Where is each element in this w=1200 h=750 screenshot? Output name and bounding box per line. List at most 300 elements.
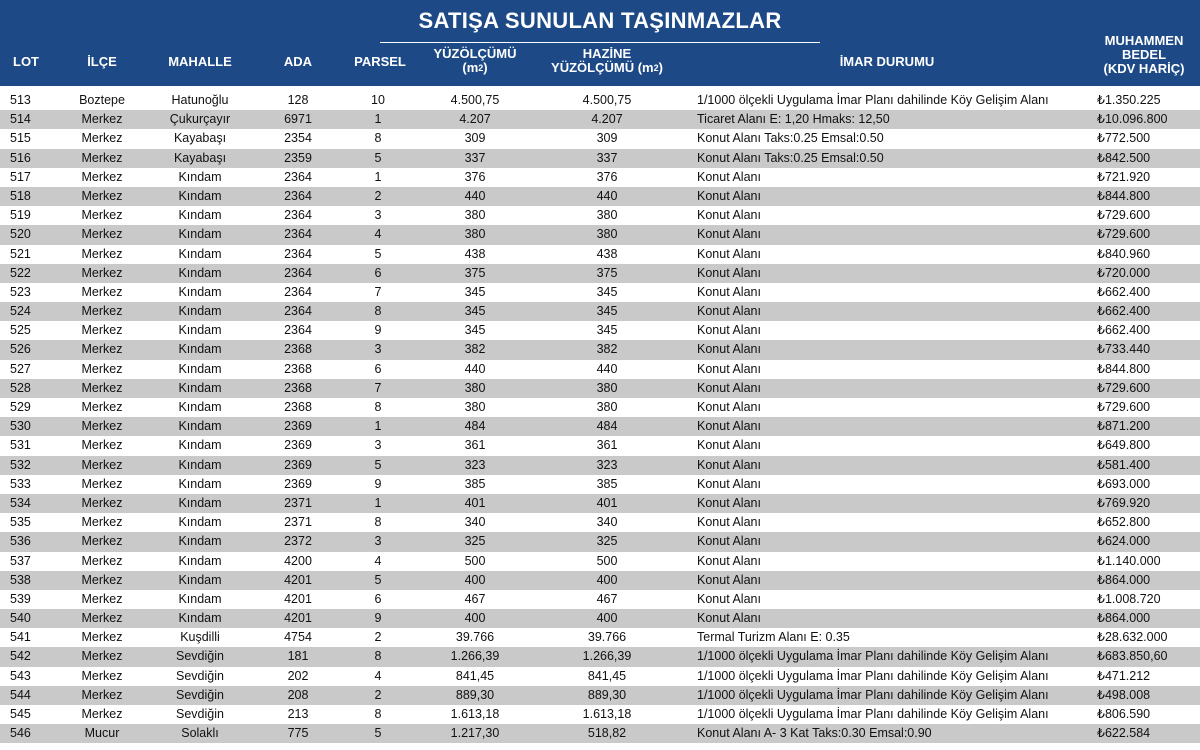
cell-yuzolcumu: 467 bbox=[464, 591, 486, 606]
cell-ada: 2372 bbox=[284, 534, 312, 549]
cell-parsel: 5 bbox=[374, 246, 382, 261]
cell-yuzolcumu: 382 bbox=[464, 342, 486, 357]
cell-parsel: 3 bbox=[374, 438, 382, 453]
cell-muhammen-bedel: ₺649.800 bbox=[1097, 438, 1151, 453]
cell-lot: 531 bbox=[10, 438, 31, 453]
cell-ada: 2364 bbox=[284, 284, 312, 299]
cell-ada: 2369 bbox=[284, 438, 312, 453]
cell-ada: 181 bbox=[287, 649, 309, 664]
cell-mahalle: Kındam bbox=[178, 400, 222, 414]
cell-ada: 2364 bbox=[284, 246, 312, 261]
cell-ilce: Merkez bbox=[81, 208, 123, 223]
header-hazine bbox=[542, 47, 672, 75]
cell-ilce: Merkez bbox=[81, 419, 123, 434]
header-hazine-label: HAZİNE bbox=[582, 46, 632, 61]
cell-parsel: 6 bbox=[374, 265, 382, 280]
table-row bbox=[0, 206, 1200, 225]
cell-muhammen-bedel: ₺652.800 bbox=[1097, 515, 1151, 530]
cell-imar-durumu: Konut Alanı bbox=[697, 400, 761, 414]
cell-ilce: Merkez bbox=[81, 668, 123, 683]
header-lot: LOT bbox=[13, 54, 39, 69]
cell-imar-durumu: Konut Alanı bbox=[697, 591, 761, 606]
cell-hazine-yuzolcumu: 361 bbox=[596, 438, 618, 453]
cell-ilce: Merkez bbox=[81, 169, 123, 184]
cell-lot: 519 bbox=[10, 208, 31, 223]
table-body bbox=[0, 91, 1200, 743]
hazine-unit-close: ) bbox=[658, 60, 663, 75]
cell-muhammen-bedel: ₺864.000 bbox=[1097, 611, 1151, 626]
cell-yuzolcumu: 401 bbox=[464, 495, 486, 510]
cell-imar-durumu: Konut Alanı bbox=[697, 572, 761, 587]
cell-lot: 517 bbox=[10, 169, 31, 184]
cell-mahalle: Kındam bbox=[178, 169, 222, 184]
cell-ada: 2359 bbox=[284, 150, 312, 165]
cell-lot: 524 bbox=[10, 304, 31, 319]
cell-ada: 2364 bbox=[284, 304, 312, 319]
cell-ilce: Merkez bbox=[81, 687, 123, 702]
cell-muhammen-bedel: ₺622.584 bbox=[1097, 726, 1151, 741]
cell-mahalle: Kındam bbox=[178, 611, 222, 626]
unit-open: (m bbox=[462, 60, 479, 75]
cell-parsel: 4 bbox=[374, 553, 382, 568]
cell-yuzolcumu: 889,30 bbox=[455, 687, 495, 702]
cell-parsel: 2 bbox=[374, 687, 382, 702]
cell-ada: 775 bbox=[287, 726, 309, 741]
cell-hazine-yuzolcumu: 1.613,18 bbox=[582, 707, 632, 721]
cell-parsel: 3 bbox=[374, 342, 382, 357]
cell-lot: 541 bbox=[10, 630, 31, 645]
cell-mahalle: Kındam bbox=[178, 495, 222, 510]
cell-imar-durumu: 1/1000 ölçekli Uygulama İmar Planı dahilinde Köy Gelişim Alanı bbox=[697, 649, 1049, 664]
cell-parsel: 2 bbox=[374, 630, 382, 645]
hazine-unit-text: YÜZÖLÇÜMÜ (m bbox=[551, 60, 654, 75]
cell-hazine-yuzolcumu: 345 bbox=[596, 304, 618, 319]
cell-muhammen-bedel: ₺498.008 bbox=[1097, 687, 1151, 702]
cell-mahalle: Kındam bbox=[178, 227, 222, 242]
cell-imar-durumu: Konut Alanı bbox=[697, 438, 761, 453]
cell-yuzolcumu: 385 bbox=[464, 476, 486, 491]
cell-lot: 539 bbox=[10, 591, 31, 606]
cell-yuzolcumu: 380 bbox=[464, 208, 486, 223]
table-row bbox=[0, 321, 1200, 340]
cell-lot: 514 bbox=[10, 112, 31, 127]
cell-mahalle: Kındam bbox=[178, 572, 222, 587]
cell-parsel: 6 bbox=[374, 591, 382, 606]
cell-hazine-yuzolcumu: 841,45 bbox=[587, 668, 627, 683]
cell-hazine-yuzolcumu: 382 bbox=[596, 342, 618, 357]
cell-muhammen-bedel: ₺1.008.720 bbox=[1097, 591, 1161, 606]
cell-ilce: Merkez bbox=[81, 649, 123, 664]
cell-lot: 518 bbox=[10, 188, 31, 203]
cell-imar-durumu: Konut Alanı bbox=[697, 361, 761, 376]
header-imar: İMAR DURUMU bbox=[839, 54, 935, 69]
cell-mahalle: Sevdiğin bbox=[176, 649, 224, 664]
cell-hazine-yuzolcumu: 889,30 bbox=[587, 687, 627, 702]
table-header bbox=[0, 0, 1200, 86]
cell-yuzolcumu: 4.207 bbox=[459, 112, 491, 127]
cell-yuzolcumu: 400 bbox=[464, 572, 486, 587]
cell-lot: 521 bbox=[10, 246, 31, 261]
table-row bbox=[0, 398, 1200, 417]
cell-muhammen-bedel: ₺844.800 bbox=[1097, 188, 1151, 203]
header-ada: ADA bbox=[283, 54, 313, 69]
cell-muhammen-bedel: ₺10.096.800 bbox=[1097, 112, 1168, 127]
cell-yuzolcumu: 380 bbox=[464, 380, 486, 395]
cell-parsel: 3 bbox=[374, 208, 382, 223]
cell-parsel: 9 bbox=[374, 476, 382, 491]
cell-lot: 538 bbox=[10, 572, 31, 587]
cell-muhammen-bedel: ₺772.500 bbox=[1097, 131, 1151, 146]
cell-parsel: 1 bbox=[374, 112, 382, 127]
cell-mahalle: Kındam bbox=[178, 534, 222, 549]
cell-yuzolcumu: 340 bbox=[464, 515, 486, 530]
cell-ilce: Merkez bbox=[81, 476, 123, 491]
cell-mahalle: Kındam bbox=[178, 515, 222, 530]
cell-imar-durumu: 1/1000 ölçekli Uygulama İmar Planı dahilinde Köy Gelişim Alanı bbox=[697, 707, 1049, 721]
cell-ada: 202 bbox=[287, 668, 309, 683]
cell-imar-durumu: Konut Alanı bbox=[697, 419, 761, 434]
table-row bbox=[0, 647, 1200, 666]
table-row bbox=[0, 168, 1200, 187]
header-yuzolcumu bbox=[420, 47, 530, 75]
cell-muhammen-bedel: ₺840.960 bbox=[1097, 246, 1151, 261]
table-row bbox=[0, 552, 1200, 571]
cell-hazine-yuzolcumu: 39.766 bbox=[587, 630, 627, 645]
cell-ilce: Merkez bbox=[81, 515, 123, 530]
cell-hazine-yuzolcumu: 309 bbox=[596, 131, 618, 146]
table-row bbox=[0, 705, 1200, 724]
cell-ilce: Merkez bbox=[81, 323, 123, 338]
cell-parsel: 9 bbox=[374, 323, 382, 338]
cell-parsel: 4 bbox=[374, 668, 382, 683]
cell-parsel: 1 bbox=[374, 495, 382, 510]
cell-ada: 2369 bbox=[284, 419, 312, 434]
cell-ada: 2364 bbox=[284, 265, 312, 280]
table-row bbox=[0, 340, 1200, 359]
cell-yuzolcumu: 380 bbox=[464, 227, 486, 242]
cell-muhammen-bedel: ₺729.600 bbox=[1097, 380, 1151, 395]
cell-muhammen-bedel: ₺1.140.000 bbox=[1097, 553, 1161, 568]
header-bedel-line1: MUHAMMEN bbox=[1104, 33, 1184, 48]
table-row bbox=[0, 302, 1200, 321]
cell-muhammen-bedel: ₺720.000 bbox=[1097, 265, 1151, 280]
table-row bbox=[0, 686, 1200, 705]
cell-parsel: 5 bbox=[374, 572, 382, 587]
cell-muhammen-bedel: ₺471.212 bbox=[1097, 668, 1151, 683]
cell-lot: 523 bbox=[10, 284, 31, 299]
cell-mahalle: Çukurçayır bbox=[169, 112, 231, 127]
cell-imar-durumu: 1/1000 ölçekli Uygulama İmar Planı dahilinde Köy Gelişim Alanı bbox=[697, 687, 1049, 702]
cell-muhammen-bedel: ₺1.350.225 bbox=[1097, 93, 1161, 107]
cell-hazine-yuzolcumu: 380 bbox=[596, 227, 618, 242]
cell-ilce: Merkez bbox=[81, 572, 123, 587]
cell-hazine-yuzolcumu: 4.207 bbox=[591, 112, 623, 127]
cell-muhammen-bedel: ₺844.800 bbox=[1097, 361, 1151, 376]
cell-mahalle: Kındam bbox=[178, 419, 222, 434]
cell-muhammen-bedel: ₺806.590 bbox=[1097, 707, 1151, 721]
cell-imar-durumu: Konut Alanı Taks:0.25 Emsal:0.50 bbox=[697, 150, 884, 165]
cell-lot: 520 bbox=[10, 227, 31, 242]
cell-lot: 532 bbox=[10, 457, 31, 472]
cell-ilce: Merkez bbox=[81, 227, 123, 242]
cell-ilce: Merkez bbox=[81, 131, 123, 146]
cell-imar-durumu: Konut Alanı bbox=[697, 515, 761, 530]
cell-hazine-yuzolcumu: 376 bbox=[596, 169, 618, 184]
cell-imar-durumu: Konut Alanı bbox=[697, 495, 761, 510]
cell-lot: 542 bbox=[10, 649, 31, 664]
cell-muhammen-bedel: ₺729.600 bbox=[1097, 208, 1151, 223]
cell-lot: 533 bbox=[10, 476, 31, 491]
cell-lot: 515 bbox=[10, 131, 31, 146]
cell-parsel: 8 bbox=[374, 131, 382, 146]
cell-ada: 2354 bbox=[284, 131, 312, 146]
cell-lot: 526 bbox=[10, 342, 31, 357]
cell-yuzolcumu: 375 bbox=[464, 265, 486, 280]
cell-muhammen-bedel: ₺693.000 bbox=[1097, 476, 1151, 491]
cell-lot: 527 bbox=[10, 361, 31, 376]
cell-hazine-yuzolcumu: 467 bbox=[596, 591, 618, 606]
cell-ilce: Merkez bbox=[81, 246, 123, 261]
header-parsel: PARSEL bbox=[354, 54, 406, 69]
cell-parsel: 10 bbox=[371, 93, 385, 107]
cell-hazine-yuzolcumu: 325 bbox=[596, 534, 618, 549]
header-ilce: İLÇE bbox=[87, 54, 117, 69]
cell-lot: 543 bbox=[10, 668, 31, 683]
cell-yuzolcumu: 1.613,18 bbox=[450, 707, 500, 721]
cell-hazine-yuzolcumu: 400 bbox=[596, 572, 618, 587]
cell-yuzolcumu: 841,45 bbox=[455, 668, 495, 683]
cell-parsel: 2 bbox=[374, 188, 382, 203]
cell-mahalle: Kındam bbox=[178, 553, 222, 568]
cell-lot: 522 bbox=[10, 265, 31, 280]
table-row bbox=[0, 436, 1200, 455]
cell-imar-durumu: Konut Alanı bbox=[697, 534, 761, 549]
cell-imar-durumu: Konut Alanı bbox=[697, 611, 761, 626]
cell-mahalle: Kayabaşı bbox=[173, 131, 227, 146]
header-yuzolcumu-unit bbox=[420, 61, 530, 75]
cell-yuzolcumu: 345 bbox=[464, 304, 486, 319]
table-row bbox=[0, 283, 1200, 302]
cell-mahalle: Sevdiğin bbox=[176, 707, 224, 721]
cell-ada: 2364 bbox=[284, 188, 312, 203]
cell-mahalle: Sevdiğin bbox=[176, 668, 224, 683]
table-row bbox=[0, 110, 1200, 129]
table-row bbox=[0, 264, 1200, 283]
cell-yuzolcumu: 1.266,39 bbox=[450, 649, 500, 664]
cell-yuzolcumu: 484 bbox=[464, 419, 486, 434]
table-row bbox=[0, 379, 1200, 398]
unit-sup: 2 bbox=[478, 63, 484, 73]
cell-mahalle: Kayabaşı bbox=[173, 150, 227, 165]
table-row bbox=[0, 360, 1200, 379]
cell-parsel: 6 bbox=[374, 361, 382, 376]
cell-mahalle: Kındam bbox=[178, 591, 222, 606]
cell-mahalle: Kındam bbox=[178, 380, 222, 395]
table-row bbox=[0, 609, 1200, 628]
table-row bbox=[0, 532, 1200, 551]
header-mahalle: MAHALLE bbox=[168, 54, 232, 69]
cell-ada: 128 bbox=[287, 93, 309, 107]
cell-mahalle: Kındam bbox=[178, 284, 222, 299]
cell-mahalle: Kındam bbox=[178, 361, 222, 376]
cell-ada: 2364 bbox=[284, 323, 312, 338]
table-row bbox=[0, 225, 1200, 244]
cell-mahalle: Kındam bbox=[178, 438, 222, 453]
cell-mahalle: Kındam bbox=[178, 476, 222, 491]
cell-imar-durumu: Konut Alanı bbox=[697, 169, 761, 184]
cell-lot: 529 bbox=[10, 400, 31, 414]
cell-yuzolcumu: 337 bbox=[464, 150, 486, 165]
cell-mahalle: Kuşdilli bbox=[180, 630, 220, 645]
cell-hazine-yuzolcumu: 438 bbox=[596, 246, 618, 261]
cell-ilce: Merkez bbox=[81, 707, 123, 721]
cell-mahalle: Kındam bbox=[178, 323, 222, 338]
table-row bbox=[0, 571, 1200, 590]
unit-close: ) bbox=[483, 60, 488, 75]
cell-imar-durumu: Konut Alanı bbox=[697, 304, 761, 319]
cell-yuzolcumu: 323 bbox=[464, 457, 486, 472]
cell-mahalle: Kındam bbox=[178, 208, 222, 223]
cell-yuzolcumu: 325 bbox=[464, 534, 486, 549]
cell-imar-durumu: Konut Alanı bbox=[697, 284, 761, 299]
cell-ilce: Merkez bbox=[81, 150, 123, 165]
cell-hazine-yuzolcumu: 323 bbox=[596, 457, 618, 472]
cell-ada: 2369 bbox=[284, 457, 312, 472]
table-row bbox=[0, 245, 1200, 264]
cell-hazine-yuzolcumu: 380 bbox=[596, 208, 618, 223]
cell-parsel: 1 bbox=[374, 419, 382, 434]
hazine-unit-sup: 2 bbox=[653, 63, 659, 73]
cell-lot: 513 bbox=[10, 93, 31, 107]
cell-imar-durumu: Konut Alanı bbox=[697, 380, 761, 395]
cell-lot: 537 bbox=[10, 553, 31, 568]
cell-ilce: Merkez bbox=[81, 188, 123, 203]
cell-hazine-yuzolcumu: 401 bbox=[596, 495, 618, 510]
cell-ilce: Merkez bbox=[81, 284, 123, 299]
cell-ada: 2369 bbox=[284, 476, 312, 491]
cell-muhammen-bedel: ₺864.000 bbox=[1097, 572, 1151, 587]
cell-imar-durumu: Konut Alanı Taks:0.25 Emsal:0.50 bbox=[697, 131, 884, 146]
cell-muhammen-bedel: ₺769.920 bbox=[1097, 495, 1151, 510]
cell-hazine-yuzolcumu: 400 bbox=[596, 611, 618, 626]
cell-mahalle: Kındam bbox=[178, 265, 222, 280]
cell-ada: 6971 bbox=[284, 112, 312, 127]
cell-parsel: 8 bbox=[374, 649, 382, 664]
table-row bbox=[0, 187, 1200, 206]
cell-ada: 2368 bbox=[284, 342, 312, 357]
cell-lot: 534 bbox=[10, 495, 31, 510]
table-row bbox=[0, 667, 1200, 686]
cell-muhammen-bedel: ₺729.600 bbox=[1097, 400, 1151, 414]
title-underline bbox=[380, 42, 820, 43]
cell-ada: 208 bbox=[287, 687, 309, 702]
cell-lot: 546 bbox=[10, 726, 31, 741]
header-yuzolcumu-label: YÜZÖLÇÜMÜ bbox=[433, 46, 517, 61]
cell-hazine-yuzolcumu: 340 bbox=[596, 515, 618, 530]
cell-yuzolcumu: 1.217,30 bbox=[450, 726, 500, 741]
cell-muhammen-bedel: ₺581.400 bbox=[1097, 457, 1151, 472]
cell-lot: 530 bbox=[10, 419, 31, 434]
cell-ada: 4201 bbox=[284, 611, 312, 626]
cell-yuzolcumu: 361 bbox=[464, 438, 486, 453]
cell-hazine-yuzolcumu: 337 bbox=[596, 150, 618, 165]
cell-parsel: 8 bbox=[374, 304, 382, 319]
header-bedel-line3: (KDV HARİÇ) bbox=[1103, 61, 1185, 76]
cell-yuzolcumu: 380 bbox=[464, 400, 486, 414]
cell-muhammen-bedel: ₺842.500 bbox=[1097, 150, 1151, 165]
cell-yuzolcumu: 438 bbox=[464, 246, 486, 261]
cell-parsel: 8 bbox=[374, 400, 382, 414]
table-row bbox=[0, 91, 1200, 110]
cell-ada: 2364 bbox=[284, 208, 312, 223]
cell-ilce: Merkez bbox=[81, 611, 123, 626]
cell-hazine-yuzolcumu: 440 bbox=[596, 188, 618, 203]
cell-lot: 528 bbox=[10, 380, 31, 395]
cell-muhammen-bedel: ₺28.632.000 bbox=[1097, 630, 1168, 645]
cell-ada: 2371 bbox=[284, 515, 312, 530]
cell-hazine-yuzolcumu: 345 bbox=[596, 284, 618, 299]
cell-muhammen-bedel: ₺662.400 bbox=[1097, 304, 1151, 319]
cell-yuzolcumu: 39.766 bbox=[455, 630, 495, 645]
table-row bbox=[0, 456, 1200, 475]
table-row bbox=[0, 417, 1200, 436]
page-title: SATIŞA SUNULAN TAŞINMAZLAR bbox=[418, 8, 782, 33]
cell-muhammen-bedel: ₺721.920 bbox=[1097, 169, 1151, 184]
cell-ada: 2371 bbox=[284, 495, 312, 510]
cell-parsel: 5 bbox=[374, 150, 382, 165]
cell-mahalle: Kındam bbox=[178, 457, 222, 472]
cell-hazine-yuzolcumu: 484 bbox=[596, 419, 618, 434]
table-row bbox=[0, 129, 1200, 148]
cell-ilce: Merkez bbox=[81, 457, 123, 472]
cell-parsel: 8 bbox=[374, 707, 382, 721]
cell-ada: 4201 bbox=[284, 572, 312, 587]
cell-ilce: Merkez bbox=[81, 400, 123, 414]
cell-yuzolcumu: 400 bbox=[464, 611, 486, 626]
cell-imar-durumu: Konut Alanı bbox=[697, 188, 761, 203]
cell-parsel: 8 bbox=[374, 515, 382, 530]
cell-imar-durumu: Konut Alanı bbox=[697, 227, 761, 242]
cell-muhammen-bedel: ₺729.600 bbox=[1097, 227, 1151, 242]
cell-imar-durumu: Konut Alanı bbox=[697, 553, 761, 568]
table-row bbox=[0, 494, 1200, 513]
cell-mahalle: Kındam bbox=[178, 188, 222, 203]
cell-imar-durumu: Konut Alanı bbox=[697, 476, 761, 491]
cell-mahalle: Hatunoğlu bbox=[171, 93, 229, 107]
header-bedel bbox=[1090, 34, 1198, 76]
cell-imar-durumu: 1/1000 ölçekli Uygulama İmar Planı dahilinde Köy Gelişim Alanı bbox=[697, 93, 1049, 107]
cell-muhammen-bedel: ₺733.440 bbox=[1097, 342, 1151, 357]
cell-yuzolcumu: 376 bbox=[464, 169, 486, 184]
cell-yuzolcumu: 309 bbox=[464, 131, 486, 146]
cell-ilce: Merkez bbox=[81, 534, 123, 549]
cell-muhammen-bedel: ₺871.200 bbox=[1097, 419, 1151, 434]
cell-hazine-yuzolcumu: 500 bbox=[596, 553, 618, 568]
cell-ada: 2364 bbox=[284, 169, 312, 184]
table-row bbox=[0, 724, 1200, 743]
table-row bbox=[0, 149, 1200, 168]
cell-ilce: Merkez bbox=[81, 265, 123, 280]
cell-imar-durumu: Konut Alanı bbox=[697, 323, 761, 338]
header-hazine-unit bbox=[542, 61, 672, 75]
cell-ilce: Merkez bbox=[81, 438, 123, 453]
table-row bbox=[0, 475, 1200, 494]
cell-hazine-yuzolcumu: 440 bbox=[596, 361, 618, 376]
cell-muhammen-bedel: ₺662.400 bbox=[1097, 323, 1151, 338]
cell-parsel: 9 bbox=[374, 611, 382, 626]
cell-imar-durumu: Konut Alanı bbox=[697, 265, 761, 280]
cell-imar-durumu: Konut Alanı bbox=[697, 246, 761, 261]
